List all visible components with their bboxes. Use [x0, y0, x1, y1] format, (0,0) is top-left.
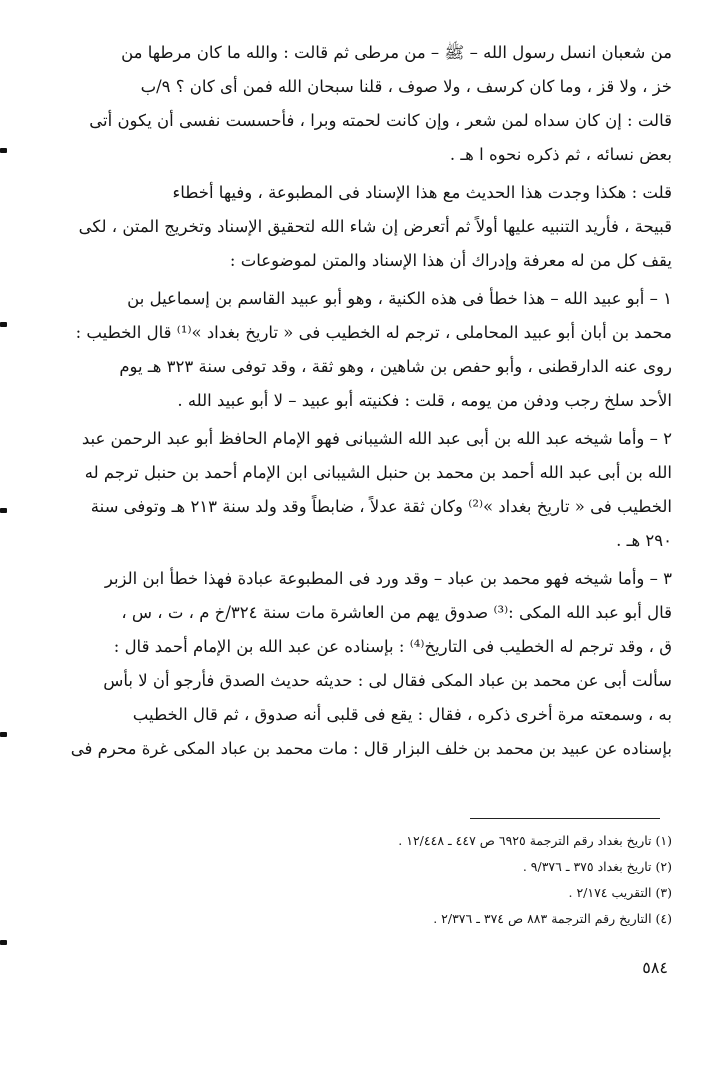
- text-line: بعض نسائه ، ثم ذكره نحوه ا هـ .: [449, 145, 672, 164]
- text-line: ٣ – وأما شيخه فهو محمد بن عباد – وقد ورد فى المطبوعة عبادة فهذا خطأ ابن الزبر: [104, 569, 672, 588]
- paragraph-commentary: [64, 176, 672, 278]
- text-line: الخطيب فى « تاريخ بغداد »⁽²⁾ وكان ثقة عدلاً ، ضابطاً وقد ولد سنة ٢١٣ هـ وتوفى سنة: [90, 497, 672, 516]
- text-line: يقف كل من له معرفة وإدراك أن هذا الإسناد والمتن لموضوعات :: [229, 251, 672, 270]
- text-line: الأحد سلخ رجب ودفن من يومه ، قلت : فكنيته أبو عبيد – لا أبو عبيد الله .: [177, 391, 672, 410]
- page-body: [64, 36, 672, 770]
- margin-mark: [0, 732, 7, 737]
- text-line: قالت : إن كان سداه لمن شعر ، وإن كانت لحمته وبرا ، فأحسست نفسى أن يكون أتى: [89, 111, 672, 130]
- margin-mark: [0, 322, 7, 327]
- text-line: به ، وسمعته مرة أخرى ذكره ، فقال : يقع فى قلبى أنه صدوق ، ثم قال الخطيب: [132, 705, 672, 724]
- text-line: ٢٩٠ هـ .: [616, 531, 672, 550]
- text-line: سألت أبى عن محمد بن عباد المكى فقال لى : حديثه حديث الصدق فأرجو أن لا بأس: [103, 671, 672, 690]
- text-line: ٢ – وأما شيخه عبد الله بن أبى عبد الله الشيبانى فهو الإمام الحافظ أبو عبد الرحمن عبد: [81, 429, 672, 448]
- margin-mark: [0, 148, 7, 153]
- page-number: ٥٨٤: [642, 958, 668, 977]
- text-line: الله بن أبى عبد الله أحمد بن محمد بن حنبل الشيبانى ابن الإمام أحمد بن حنبل ترجم له: [84, 463, 672, 482]
- text-line: خز ، ولا قز ، وما كان كرسف ، ولا صوف ، قلنا سبحان الله فمن أى كان ؟ ٩/ب: [140, 77, 672, 96]
- footnote-divider: [470, 818, 660, 819]
- margin-mark: [0, 508, 7, 513]
- footnote: (١) تاريخ بغداد رقم الترجمة ٦٩٢٥ ص ٤٤٧ ـ ١٢/٤٤٨ .: [398, 833, 672, 848]
- text-line: ق ، وقد ترجم له الخطيب فى التاريخ⁽⁴⁾ : بإسناده عن عبد الله بن الإمام أحمد قال :: [113, 637, 672, 656]
- text-line: روى عنه الدارقطنى ، وأبو حفص بن شاهين ، وهو ثقة ، وقد توفى سنة ٣٢٣ هـ يوم: [119, 357, 672, 376]
- footnotes: [64, 828, 672, 932]
- text-line: من شعبان انسل رسول الله – ﷺ – من مرطى ثم قالت : والله ما كان مرطها من: [121, 43, 672, 62]
- margin-mark: [0, 940, 7, 945]
- text-line: قبيحة ، فأريد التنبيه عليها أولاً ثم أتعرض إن شاء الله لتحقيق الإسناد وتخريج المتن ، لكى: [78, 217, 672, 236]
- text-line: بإسناده عن عبيد بن محمد بن خلف البزار قال : مات محمد بن عباد المكى غرة محرم فى: [70, 739, 672, 758]
- footnote: (٣) التقريب ٢/١٧٤ .: [568, 885, 672, 900]
- footnote: (٢) تاريخ بغداد ٣٧٥ ـ ٩/٣٧٦ .: [522, 859, 672, 874]
- paragraph-point-2: [64, 422, 672, 558]
- footnote: (٤) التاريخ رقم الترجمة ٨٨٣ ص ٣٧٤ ـ ٢/٣٧٦ .: [433, 911, 672, 926]
- text-line: قلت : هكذا وجدت هذا الحديث مع هذا الإسناد فى المطبوعة ، وفيها أخطاء: [172, 183, 672, 202]
- text-line: ١ – أبو عبيد الله – هذا خطأ فى هذه الكنية ، وهو أبو عبيد القاسم بن إسماعيل بن: [127, 289, 672, 308]
- paragraph-intro-quote: [64, 36, 672, 172]
- paragraph-point-3: [64, 562, 672, 766]
- paragraph-point-1: [64, 282, 672, 418]
- text-line: قال أبو عبد الله المكى :⁽³⁾ صدوق يهم من العاشرة مات سنة ٣٢٤/خ م ، ت ، س ،: [121, 603, 672, 622]
- text-line: محمد بن أبان أبو عبيد المحاملى ، ترجم له الخطيب فى « تاريخ بغداد »⁽¹⁾ قال الخطيب :: [75, 323, 672, 342]
